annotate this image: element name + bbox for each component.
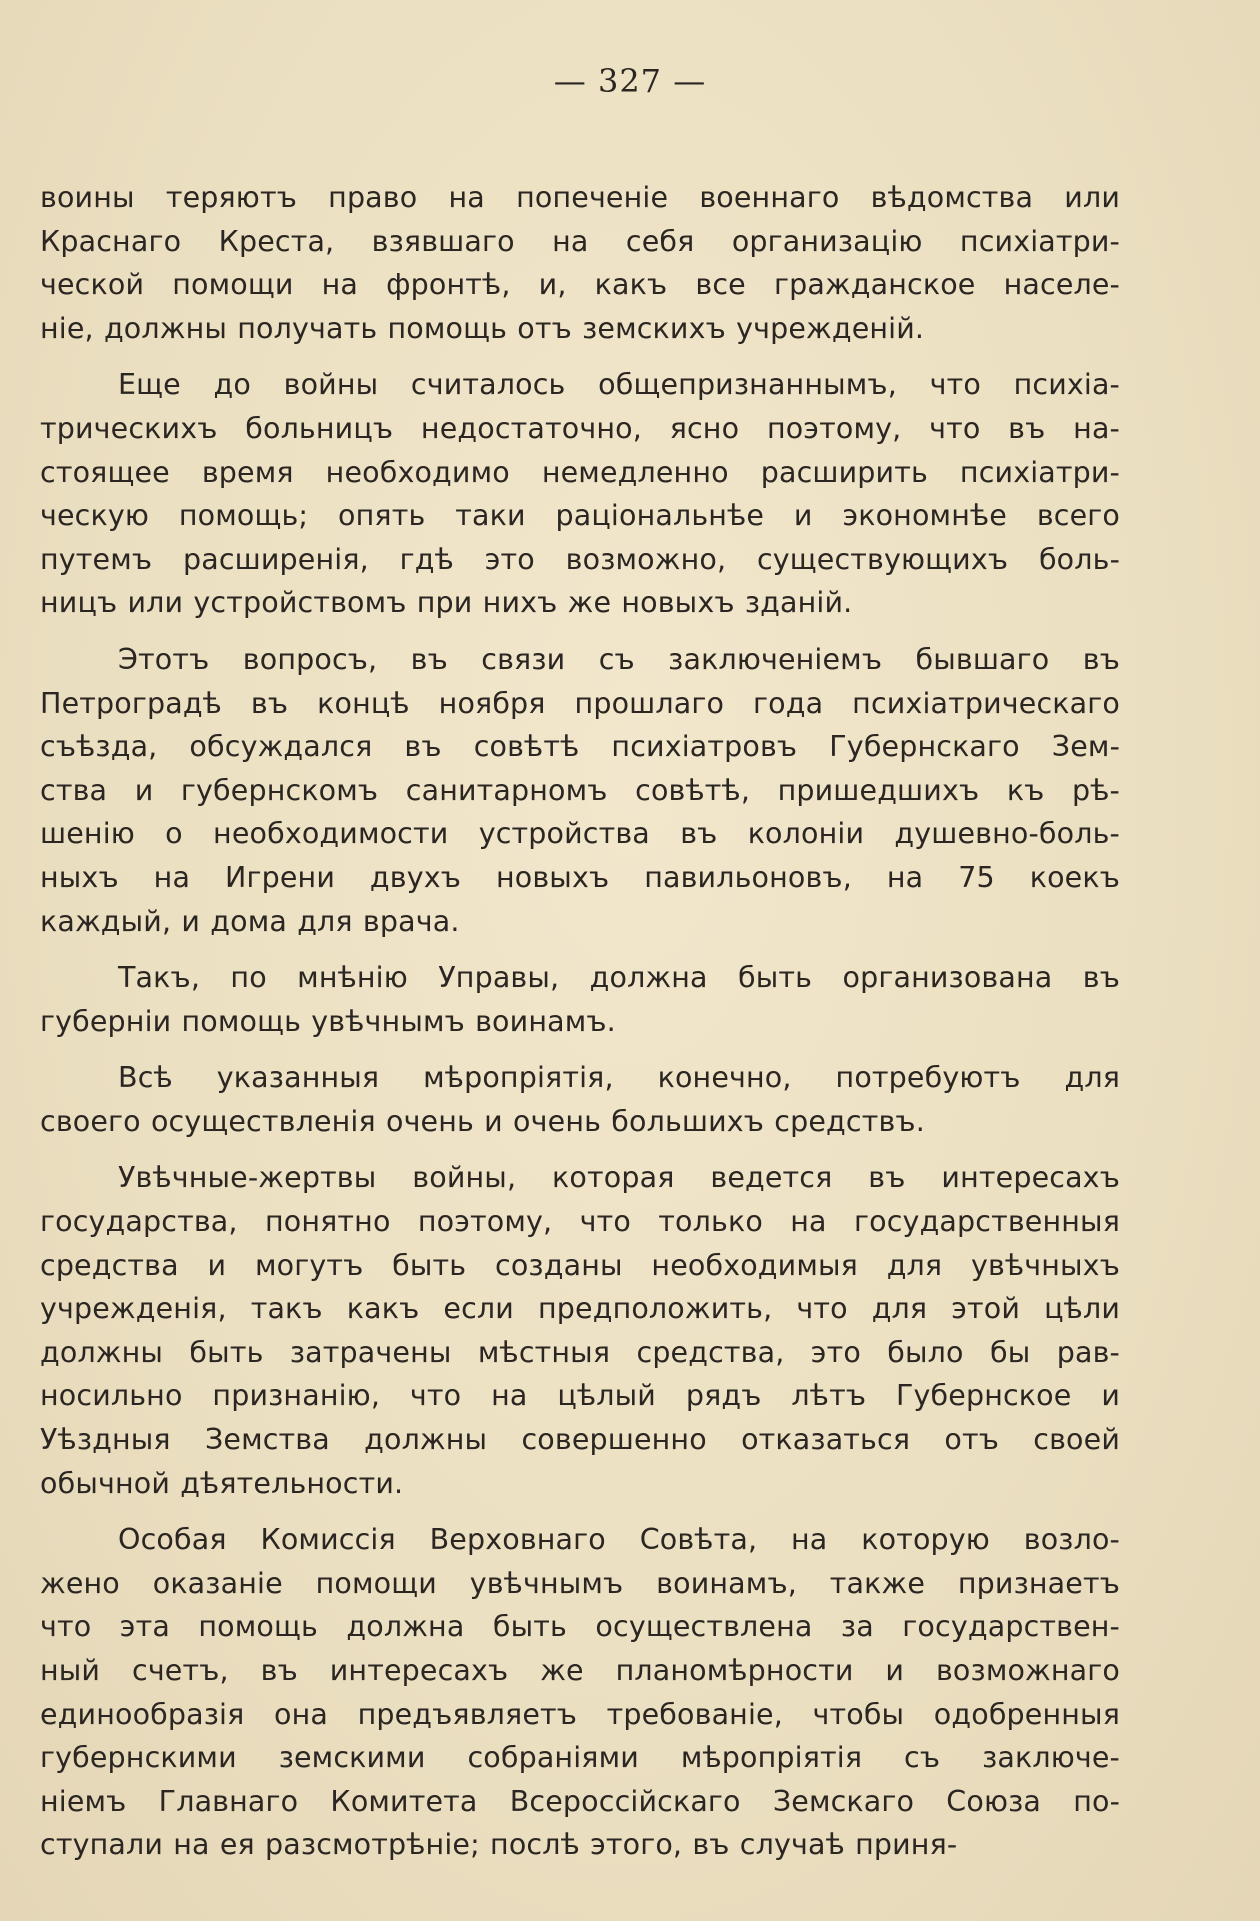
text-line: Этотъ вопросъ, въ связи съ заключеніемъ бывшаго въ — [118, 642, 1120, 676]
text-line: единообразія она предъявляетъ требованіе, чтобы одобренныя — [40, 1697, 1120, 1731]
text-line: Всѣ указанныя мѣропріятія, конечно, потребуютъ для — [118, 1061, 1120, 1095]
text-line: ческую помощь; опять таки раціональнѣе и экономнѣе всего — [40, 499, 1120, 533]
text-line: Увѣчные-жертвы войны, которая ведется въ интересахъ — [118, 1161, 1120, 1195]
text-line: каждый, и дома для врача. — [40, 904, 460, 938]
text-line: Еще до войны считалось общепризнаннымъ, что психіа- — [118, 368, 1120, 402]
text-line: ческой помощи на фронтѣ, и, какъ все гражданское населе- — [40, 268, 1120, 302]
text-line: Особая Комиссія Верховнаго Совѣта, на которую возло- — [118, 1523, 1120, 1557]
text-line: своего осуществленія очень и очень большихъ средствъ. — [40, 1104, 925, 1138]
paragraph — [40, 176, 1120, 350]
paragraph — [40, 363, 1120, 625]
text-line: воины теряютъ право на попеченіе военнаго вѣдомства или — [40, 181, 1120, 214]
text-line: Петроградѣ въ концѣ ноября прошлаго года психіатрическаго — [40, 686, 1120, 720]
text-line: съѣзда, обсуждался въ совѣтѣ психіатровъ Губернскаго Зем- — [40, 730, 1120, 764]
text-line: обычной дѣятельности. — [40, 1466, 404, 1500]
text-line: должны быть затрачены мѣстныя средства, это было бы рав- — [40, 1335, 1120, 1369]
text-line: ніемъ Главнаго Комитета Всероссійскаго Земскаго Союза по- — [40, 1784, 1120, 1818]
text-line: государства, понятно поэтому, что только на государственныя — [40, 1205, 1120, 1239]
text-line: стоящее время необходимо немедленно расширить психіатри- — [40, 455, 1120, 489]
text-line: ства и губернскомъ санитарномъ совѣтѣ, пришедшихъ къ рѣ- — [40, 773, 1120, 807]
text-line: что эта помощь должна быть осуществлена за государствен- — [40, 1610, 1120, 1644]
text-line: губернскими земскими собраніями мѣропріятія съ заключе- — [40, 1741, 1120, 1775]
text-line: носильно признанію, что на цѣлый рядъ лѣтъ Губернское и — [40, 1379, 1120, 1413]
text-line: учрежденія, такъ какъ если предположить, что для этой цѣли — [40, 1292, 1120, 1326]
text-line: жено оказаніе помощи увѣчнымъ воинамъ, также признаетъ — [40, 1566, 1120, 1600]
document-body — [40, 176, 1120, 1880]
text-line: ный счетъ, въ интересахъ же планомѣрности и возможнаго — [40, 1654, 1120, 1687]
page-number: — 327 — — [553, 62, 707, 100]
paragraph — [40, 1518, 1120, 1867]
paragraph — [40, 956, 1120, 1043]
paragraph — [40, 1156, 1120, 1505]
text-line: Такъ, по мнѣнію Управы, должна быть организована въ — [118, 961, 1120, 995]
text-line: ницъ или устройствомъ при нихъ же новыхъ зданій. — [40, 586, 853, 620]
text-line: трическихъ больницъ недостаточно, ясно поэтому, что въ на- — [40, 411, 1120, 445]
text-line: губерніи помощь увѣчнымъ воинамъ. — [40, 1004, 616, 1038]
text-line: ступали на ея разсмотрѣніе; послѣ этого, въ случаѣ приня- — [40, 1828, 958, 1862]
text-line: Краснаго Креста, взявшаго на себя организацію психіатри- — [40, 224, 1120, 258]
text-line: путемъ расширенія, гдѣ это возможно, существующихъ боль- — [40, 542, 1120, 576]
text-line: Уѣздныя Земства должны совершенно отказаться отъ своей — [40, 1423, 1120, 1457]
text-line: ныхъ на Игрени двухъ новыхъ павильоновъ, на 75 коекъ — [40, 860, 1120, 894]
text-line: ніе, должны получать помощь отъ земскихъ учрежденій. — [40, 311, 925, 345]
text-line: средства и могутъ быть созданы необходимыя для увѣчныхъ — [40, 1248, 1120, 1282]
paragraph — [40, 1056, 1120, 1143]
text-line: шенію о необходимости устройства въ колоніи душевно-боль- — [40, 817, 1120, 851]
paragraph — [40, 638, 1120, 943]
